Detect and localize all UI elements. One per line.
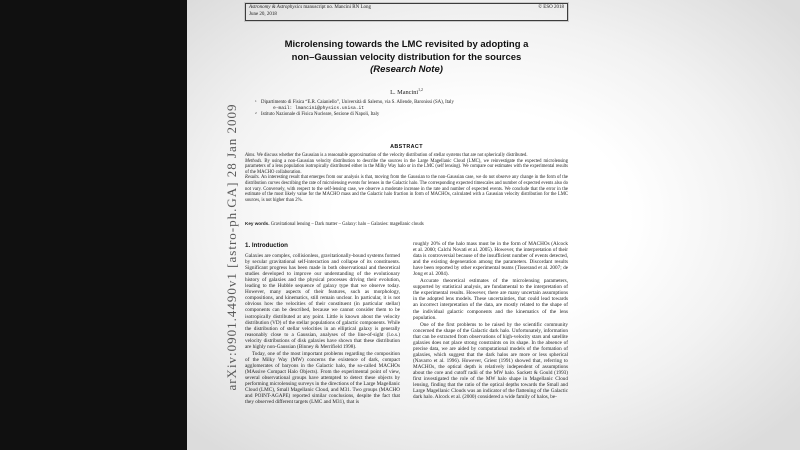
body-paragraph: Galaxies are complex, collisionless, gravitationally-bound systems formed by secular gravitational self-interaction and collapse of its constituents. Significant progress has been made in both observational and theoretical studies developed to improve our understanding of the evolutionary history of galaxies and the physical processes driving their evolution, leading to the Hubble sequence of galaxy type that we observe today. However, many aspects of their features, such as morphology, compositions, and kinematics, still remain unclear. In particular, it is not obvious how the velocities of their constituent (in particular stellar) components can be described, because we cannot consider them to be isotropically distributed at any point. Little is known about the velocity distribution (VD) of the stellar populations of galactic components. While the distribution of stellar velocities in an elliptical galaxy is generally reasonably close to a Gaussian, analyses of the line-of-sight (l.o.s.) velocity distributions of disk galaxies have shown that these distribution are highly non-Gaussian (Binney & Merrifield 1998).: [245, 253, 400, 350]
keywords-label: Key words.: [245, 221, 271, 226]
body-column-right: [413, 241, 568, 450]
affiliations-list: [255, 100, 565, 118]
body-column-left: [245, 241, 400, 450]
manuscript-header-left: [249, 5, 371, 18]
abstract-body: [245, 153, 568, 203]
paper-title-line2: non–Gaussian velocity distribution for the sources: [291, 51, 522, 63]
keywords-text: Gravitational lensing – Dark matter – Galaxy: halo – Galaxies: magellanic clouds: [270, 222, 424, 227]
document-page: [187, 0, 800, 450]
arxiv-identifier-stamp: arXiv:0901.4490v1 [astro-ph.GA] 28 Jan 2009: [224, 103, 239, 391]
affiliation-text: Dipartimento di Fisica “E.R. Caianiello”, Università di Salerno, via S. Allende, Baronissi (SA), Italy: [261, 100, 454, 105]
journal-name: Astronomy & Astrophysics: [249, 5, 303, 10]
affiliation-item: [255, 112, 565, 118]
aims-text: We discuss whether the Gaussian is a reasonable approximation of the velocity distribution of stellar systems that are not spherically distributed.: [256, 153, 528, 158]
affiliation-text: Istituto Nazionale di Fisica Nucleare, Sezione di Napoli, Italy: [261, 111, 380, 117]
aims-label: Aims.: [245, 153, 257, 158]
body-paragraph: roughly 20% of the halo mass must be in the form of MACHOs (Alcock et al. 2000; Calchi Novati et al. 2005). However, the interpretation of their data is controversial because of the insufficient number of events detected, and the existing degeneration among the parameters. Discordant results have been reported by other experimental teams (Tisserand et al. 2007; de Jong et al. 2004).: [413, 241, 568, 278]
affiliation-marker: 1: [255, 99, 257, 103]
two-column-body: [245, 241, 568, 450]
email-address[interactable]: lmancini@physics.unisa.it: [295, 105, 364, 111]
manuscript-date: June 20, 2018: [249, 11, 277, 17]
abstract-results: [245, 175, 568, 203]
manuscript-number: manuscript no. Mancini RN Long: [302, 5, 372, 10]
page-content: [245, 0, 568, 450]
paper-title: [245, 39, 568, 77]
affiliation-marker: 2: [255, 110, 257, 115]
paper-title-line1: Microlensing towards the LMC revisited by adopting a: [284, 39, 529, 50]
results-text: An interesting result that emerges from our analysis is that, moving from the Gaussian to the non-Gaussian case, we do not observe any change in the form of the distribution curves describing the rate of microlensing events for lenses in the Galactic halo. The corresponding expected timescales and number of expected events also do not vary. Conversely, with respect to the self-lensing case, we observe a moderate increase in the rate and number of expected events. We conclude that the error in the estimate of the most likely value for the MACHO mass and the Galactic halo fraction in form of MACHOs, calculated with a Gaussian velocity distribution for the LMC sources, is not higher than 2%.: [245, 175, 569, 203]
methods-label: Methods.: [245, 158, 265, 164]
abstract-methods: [245, 159, 568, 176]
section-heading-introduction: 1. Introduction: [245, 242, 288, 249]
copyright-notice: © ESO 2018: [538, 5, 564, 10]
body-paragraph: One of the first problems to be raised by the scientific community concerned the shape of the Galactic dark halo. Unfortunately, information that can be extracted from observations of high-velocity stars and satellite galaxies does not place strong constraints on its shape. In the absence of precise data, we are aided by computational models of the formation of galaxies, which suggest that the dark halos are more or less spherical (Navarro et al. 1996). However, Griest (1991) showed that, referring to MACHOs, the optical depth is relatively independent of assumptions about the core and cutoff radii of the MW halo. Sackett & Gould (1993) first investigated the role of the MW halo shape in Magellanic Cloud lensing, finding that the ratio of the optical depths towards the Small and Large Magellanic Clouds was an indicator of the flattening of the Galactic dark halo. Alcock et al. (2000) considered a wide family of halos, be-: [413, 321, 568, 401]
author-line: [245, 88, 568, 96]
keywords-line: [245, 221, 568, 228]
body-paragraph: Accurate theoretical estimates of the microlensing parameters, supported by statistical analysis, are fundamental to the interpretation of the experimental results. However, there are many uncertain assumptions in the adopted lens models. These uncertainties, that could lead towards an incorrect interpretation of the data, are mostly related to the shape of the individual galactic components and the kinematics of the lens population.: [413, 278, 568, 321]
body-paragraph: Today, one of the most important problems regarding the composition of the Milky Way (MW) concerns the existence of dark, compact agglomerates of baryons in the Galactic halo, the so-called MACHOs (MAssive Compact Halo Objects). From the experimental point of view, several observational groups have attempted to detect these objects by performing microlensing surveys in the directions of the Large Magellanic Cloud (LMC), Small Magellanic Cloud, and M31. Two groups (MACHO and POINT-AGAPE) reported similar conclusions, despite the fact that they observed different targets (LMC and M31), that is: [245, 350, 400, 406]
email-label: e-mail:: [273, 105, 296, 111]
methods-text: By using a non-Gaussian velocity distribution to describe the sources in the Large Magellanic Cloud (LMC), we reinvestigate the expected microlensing parameters of a lens population isotropically distributed either in the Milky Way halo or in the LMC (self lensing). We compare our estimates with the experimental results of the MACHO collaboration.: [245, 158, 568, 175]
author-affiliation-marker: 1,2: [418, 88, 423, 92]
abstract-heading: ABSTRACT: [390, 144, 423, 150]
author-name: L. Mancini: [390, 89, 419, 97]
manuscript-header-box: [245, 3, 568, 21]
paper-title-line3: (Research Note): [370, 64, 443, 75]
affiliation-item: [255, 100, 565, 112]
manuscript-line: [249, 5, 371, 12]
results-label: Results.: [245, 175, 262, 181]
